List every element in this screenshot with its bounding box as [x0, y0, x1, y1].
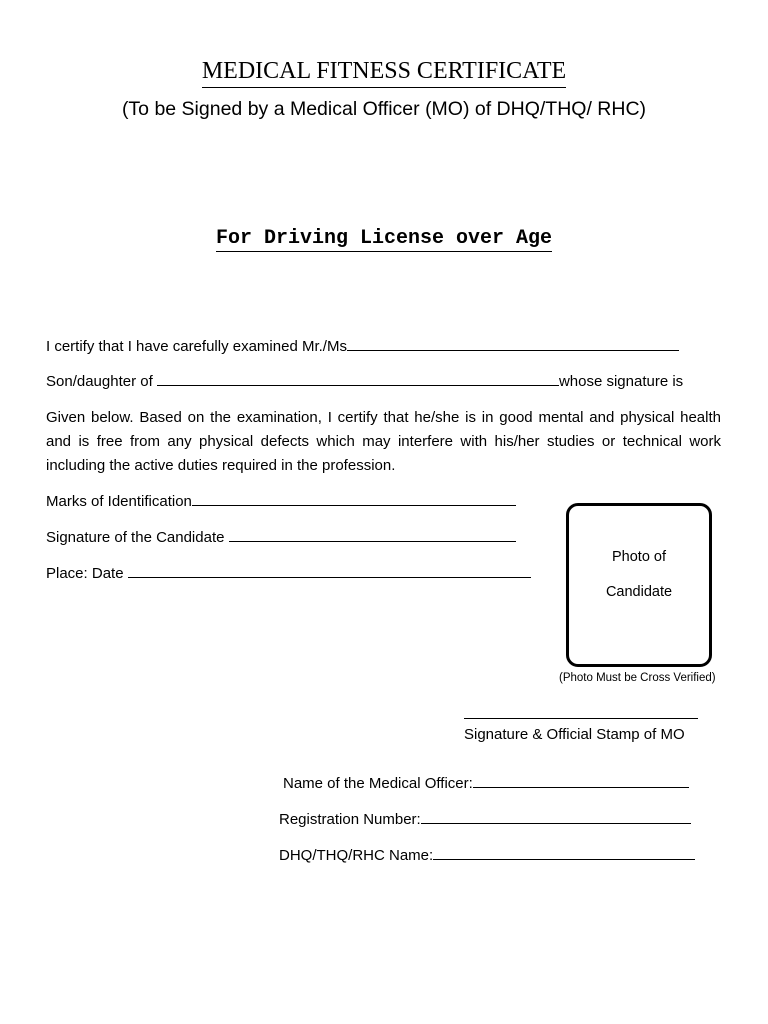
facility-line [279, 846, 695, 864]
place-date-line [46, 564, 531, 582]
registration-field[interactable] [421, 810, 691, 824]
mo-name-field[interactable] [473, 774, 689, 788]
candidate-signature-label: Signature of the Candidate [46, 529, 225, 546]
whose-signature-label: whose signature is [558, 373, 684, 390]
place-date-label: Place: Date [46, 565, 124, 582]
form-heading [0, 227, 768, 252]
certify-label: I certify that I have carefully examined Mr./Ms [46, 338, 347, 355]
certificate-title-text: MEDICAL FITNESS CERTIFICATE [202, 58, 566, 88]
mo-name-line [283, 774, 689, 792]
marks-line [46, 492, 516, 510]
registration-line [279, 810, 691, 828]
certificate-title [0, 58, 768, 88]
photo-label-line2: Candidate [605, 584, 673, 600]
candidate-signature-field[interactable] [229, 528, 516, 542]
mo-signature-label: Signature & Official Stamp of MO [464, 726, 685, 743]
photo-label-line1: Photo of [611, 549, 666, 565]
mo-name-label: Name of the Medical Officer: [283, 775, 473, 792]
parent-name-field[interactable] [157, 372, 559, 386]
son-daughter-label: Son/daughter of [46, 373, 153, 390]
parent-line [46, 372, 683, 390]
marks-field[interactable] [192, 492, 516, 506]
facility-name-field[interactable] [433, 846, 695, 860]
mo-signature-field[interactable] [464, 705, 698, 719]
candidate-signature-line [46, 528, 516, 546]
certificate-subtitle: (To be Signed by a Medical Officer (MO) of DHQ/THQ/ RHC) [121, 98, 647, 120]
certification-paragraph: Given below. Based on the examination, I certify that he/she is in good mental and physical health and is free from any physical defects which may interfere with his/her studies or technical work including the active duties required in the profession. [46, 409, 721, 474]
marks-label: Marks of Identification [46, 493, 192, 510]
place-date-field[interactable] [128, 564, 531, 578]
registration-label: Registration Number: [279, 811, 421, 828]
certify-line [46, 337, 679, 355]
photo-note: (Photo Must be Cross Verified) [559, 672, 716, 684]
examinee-name-field[interactable] [347, 337, 679, 351]
form-heading-text: For Driving License over Age [215, 227, 553, 250]
facility-label: DHQ/THQ/RHC Name: [279, 847, 434, 864]
